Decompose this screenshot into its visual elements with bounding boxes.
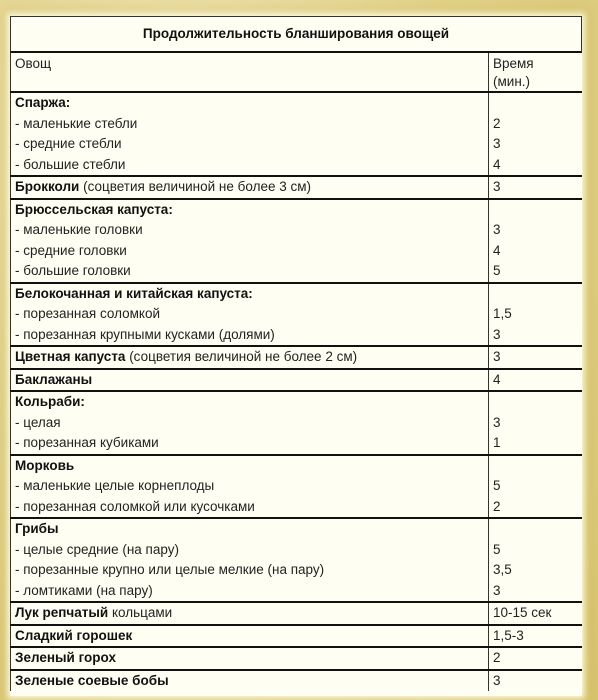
time-cell: 3 [489,346,583,369]
item-row [11,433,583,455]
group-row [11,369,583,392]
item-row [11,220,583,241]
blanching-table [10,53,582,691]
item-label: - средние стебли [11,134,489,155]
group-row [11,346,583,369]
vegetable-note: кольцами [108,605,173,620]
time-cell [489,455,583,477]
item-time: 2 [489,114,583,135]
time-cell: 3 [489,176,583,199]
group-row [11,391,583,413]
group-row [11,92,583,114]
vegetable-cell [11,625,489,648]
item-label: - порезанные крупно или целые мелкие (на пару) [11,560,489,581]
item-label: - порезанная соломкой или кусочками [11,497,489,519]
item-time: 3 [489,581,583,603]
table-title: Продолжительность бланширования овощей [10,16,582,53]
vegetable-cell [11,391,489,413]
item-time: 3 [489,134,583,155]
item-row [11,581,583,603]
item-row [11,155,583,177]
time-cell: 1,5-3 [489,625,583,648]
vegetable-name: Кольраби: [15,394,85,409]
vegetable-name: Сладкий горошек [15,627,133,643]
vegetable-name: Лук репчатый [15,605,109,620]
vegetable-cell [11,647,489,670]
vegetable-note: (соцветия величиной не более 3 см) [79,179,311,194]
time-cell [489,391,583,413]
item-time: 5 [489,261,583,283]
item-time: 3 [489,325,583,347]
group-row [11,455,583,477]
item-label: - ломтиками (на пару) [11,581,489,603]
item-row [11,413,583,434]
item-row [11,261,583,283]
time-cell [489,518,583,540]
header-time-unit: (мин.) [493,74,531,89]
header-time-label: Время [493,56,534,71]
vegetable-cell [11,455,489,477]
time-cell [489,283,583,305]
item-time: 3,5 [489,560,583,581]
header-time [489,53,583,92]
item-row [11,241,583,262]
vegetable-name: Брюссельская капуста: [15,201,173,217]
vegetable-cell [11,199,489,221]
vegetable-note: (соцветия величиной не более 2 см) [125,349,358,364]
item-label: - средние головки [11,241,489,262]
item-row [11,134,583,155]
vegetable-name: Спаржа: [15,95,71,110]
group-row [11,199,583,221]
item-time: 5 [489,540,583,561]
item-row [11,560,583,581]
header-vegetable-label: Овощ [15,56,52,71]
header-vegetable [11,53,489,92]
group-row [11,518,583,540]
item-label: - целая [11,413,489,434]
item-label: - порезанная кубиками [11,433,489,455]
item-time: 3 [489,413,583,434]
vegetable-name: Зеленые соевые бобы [15,672,169,688]
item-time: 2 [489,497,583,519]
item-label: - большие стебли [11,155,489,177]
time-cell: 3 [489,670,583,692]
vegetable-name: Цветная капуста [15,349,126,364]
vegetable-cell [11,369,489,392]
item-time: 1 [489,433,583,455]
group-row [11,647,583,670]
item-label: - маленькие головки [11,220,489,241]
vegetable-cell [11,283,489,305]
item-label: - маленькие целые корнеплоды [11,476,489,497]
item-time: 5 [489,476,583,497]
time-cell: 10-15 сек [489,602,583,625]
time-cell: 2 [489,647,583,670]
item-row [11,325,583,347]
vegetable-name: Баклажаны [15,371,93,387]
group-row [11,176,583,199]
time-cell [489,92,583,114]
vegetable-name: Морковь [15,457,75,473]
vegetable-cell [11,346,489,369]
item-label: - порезанная соломкой [11,304,489,325]
vegetable-name: Брокколи [15,179,80,194]
vegetable-cell [11,176,489,199]
vegetable-name: Грибы [15,521,59,536]
item-time: 3 [489,220,583,241]
group-row [11,283,583,305]
item-row [11,497,583,519]
item-label: - большие головки [11,261,489,283]
vegetable-cell [11,670,489,692]
vegetable-name: Белокочанная и китайская капуста: [15,285,253,301]
item-row [11,114,583,135]
item-row [11,304,583,325]
group-row [11,602,583,625]
vegetable-cell [11,518,489,540]
item-row [11,540,583,561]
item-time: 4 [489,155,583,177]
group-row [11,670,583,692]
time-cell: 4 [489,369,583,392]
vegetable-cell [11,92,489,114]
item-time: 4 [489,241,583,262]
group-row [11,625,583,648]
item-time: 1,5 [489,304,583,325]
item-row [11,476,583,497]
vegetable-name: Зеленый горох [15,650,116,665]
time-cell [489,199,583,221]
blanching-table-card [10,16,582,696]
item-label: - порезанная крупными кусками (долями) [11,325,489,347]
vegetable-cell [11,602,489,625]
item-label: - маленькие стебли [11,114,489,135]
item-label: - целые средние (на пару) [11,540,489,561]
header-row [11,53,583,92]
